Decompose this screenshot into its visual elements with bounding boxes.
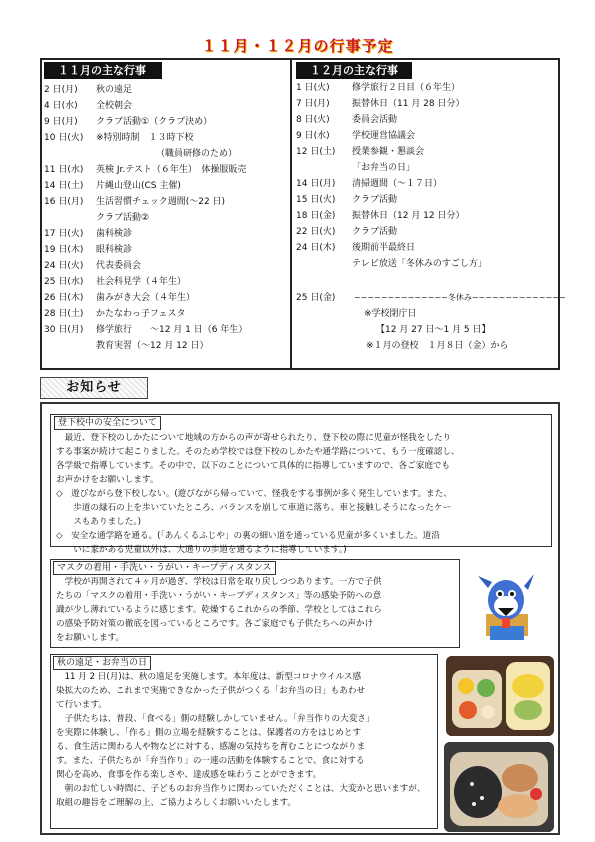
event-name: 社会科見学（４年生） — [96, 277, 187, 287]
notice-title: お知らせ — [40, 377, 148, 399]
schedule-row — [44, 258, 288, 274]
paragraph-line: 識が少し薄れているように感じます。乾燥するこれからの季節、学校としてはこれら — [56, 605, 382, 615]
lunchbox-photo-2 — [444, 742, 554, 832]
paragraph-line: 染拡大のため、これまで実施できなかった子供がつくる「お弁当の日」もあわせ — [56, 686, 366, 696]
safety-heading: 登下校中の安全について — [54, 416, 161, 430]
school-closed-label: ※学校閉庁日 — [364, 309, 417, 319]
december-schedule — [296, 80, 558, 280]
event-name: 清掃週間（～１７日） — [352, 179, 443, 189]
event-name: クラブ活動② — [96, 213, 150, 223]
january-school-start: ※１月の登校 １月８日（金）から — [366, 341, 509, 351]
paragraph-line: る、食生活に関わる人や物などに対する、感謝の気持ちを育むことにつながりま — [56, 742, 366, 752]
event-date: 14 日(土) — [44, 181, 84, 191]
paragraph-line: たちの「マスクの着用・手洗い・うがい・キープディスタンス」等の感染予防への意 — [56, 591, 382, 601]
event-name: 修学旅行 ～12 月 1 日（6 年生） — [96, 325, 248, 335]
event-name: 学校運営協議会 — [352, 131, 416, 141]
schedule-row — [44, 194, 288, 210]
event-name: 修学旅行２日目（６年生） — [352, 83, 461, 93]
schedule-row — [44, 130, 288, 146]
schedule-row — [296, 176, 558, 192]
paragraph-line: する事案が続けて起こりました。そのため学校では登下校のしかたや通学路について、もう一度確認し、 — [56, 447, 460, 457]
schedule-divider — [290, 58, 292, 370]
event-name: 委員会活動 — [352, 115, 398, 125]
event-name: 生活習慣チェック週間(～22 日) — [96, 197, 226, 207]
event-name: 教育実習（～12 月 12 日） — [96, 341, 209, 351]
event-name: 歯みがき大会（４年生） — [96, 293, 196, 303]
mask-body — [56, 575, 458, 645]
event-name: テレビ放送「冬休みのすごし方」 — [352, 259, 487, 269]
event-date: 12 日(土) — [296, 147, 336, 157]
lunchbox-image-1 — [446, 656, 554, 736]
event-date: 2 日(月) — [44, 85, 78, 95]
paragraph-line: をお願いします。 — [56, 633, 125, 643]
schedule-row — [44, 338, 288, 354]
event-date: 11 日(水) — [44, 165, 84, 175]
schedule-row — [296, 192, 558, 208]
event-date: 18 日(金) — [296, 211, 336, 221]
school-closed-period: 【12 月 27 日～1 月 5 日】 — [376, 325, 491, 335]
event-name: かたなわっ子フェスタ — [96, 309, 186, 319]
december-heading: １２月の主な行事 — [296, 62, 412, 79]
schedule-row — [44, 146, 288, 162]
event-name: 後期前半最終日 — [352, 243, 416, 253]
event-date: 8 日(火) — [296, 115, 330, 125]
schedule-row — [44, 162, 288, 178]
event-name: 眼科検診 — [96, 245, 133, 255]
event-date: 28 日(土) — [44, 309, 84, 319]
schedule-row — [296, 224, 558, 240]
event-name: 秋の遠足 — [96, 85, 133, 95]
event-date: 4 日(水) — [44, 101, 78, 111]
schedule-row — [296, 256, 558, 272]
schedule-row — [296, 144, 558, 160]
event-date: 14 日(月) — [296, 179, 336, 189]
event-date: 26 日(木) — [44, 293, 84, 303]
schedule-row — [44, 226, 288, 242]
paragraph-line: スもありました。) — [56, 517, 141, 527]
event-name: クラブ活動 — [352, 227, 398, 237]
schedule-row — [44, 210, 288, 226]
mask-heading: マスクの着用・手洗い・うがい・キープディスタンス — [53, 561, 276, 575]
event-date: 30 日(月) — [44, 325, 84, 335]
schedule-row — [296, 128, 558, 144]
paragraph-line: お声かけをお願いします。 — [56, 475, 159, 485]
schedule-row — [44, 98, 288, 114]
paragraph-line: 学校が再開されて４ヶ月が過ぎ、学校は日常を取り戻しつつあります。一方で子供 — [56, 577, 382, 587]
schedule-row — [44, 114, 288, 130]
paragraph-line: 子供たちは、普段、「食べる」側の経験しかしていません。「弁当作りの大変さ」 — [56, 714, 375, 724]
event-date: 17 日(火) — [44, 229, 84, 239]
paragraph-line: 歩道の縁石の上を歩いていたところ、バランスを崩して車道に落ち、車と接触しそうになったケー — [56, 503, 452, 513]
event-date: 9 日(月) — [44, 117, 78, 127]
event-name: ※特別時制 １３時下校 — [96, 133, 194, 143]
lunchbox-image-2 — [444, 742, 554, 832]
winter-date: 25 日(金) — [296, 293, 336, 303]
event-name: 代表委員会 — [96, 261, 142, 271]
paragraph-line: ◇ 遊びながら登下校しない。(遊びながら帰っていて、怪我をする事例が多く発生しています。また、 — [56, 489, 452, 499]
schedule-row — [44, 178, 288, 194]
paragraph-line: す。また、子供たちが「弁当作り」の一連の活動を体験することで、食に対する — [56, 756, 365, 766]
event-date: 25 日(水) — [44, 277, 84, 287]
schedule-row — [44, 242, 288, 258]
schedule-row — [44, 290, 288, 306]
event-date: 9 日(水) — [296, 131, 330, 141]
event-name: クラブ活動 — [352, 195, 398, 205]
event-date: 10 日(火) — [44, 133, 84, 143]
schedule-row — [296, 80, 558, 96]
event-name: 振替休日（11 月 28 日分） — [352, 99, 465, 109]
paragraph-line: 関心を高め、食事を作る楽しさや、達成感を味わうことができます。 — [56, 770, 322, 780]
schedule-row — [296, 112, 558, 128]
schedule-row — [44, 322, 288, 338]
page-title: １１月・１２月の行事予定 — [201, 37, 394, 55]
paragraph-line: の感染予防対策の徹底を図っているところです。各ご家庭でも子供たちへの声かけ — [56, 619, 374, 629]
paragraph-line: 各学級で指導しています。その中で、以下のことについて具体的に指導していますので、各ご家庭でも — [56, 461, 451, 471]
schedule-row — [296, 240, 558, 256]
event-name: 全校朝会 — [96, 101, 133, 111]
event-date: 24 日(火) — [44, 261, 84, 271]
paragraph-line: 11 月 2 日(月)は、秋の遠足を実施します。本年度は、新型コロナウイルス感 — [56, 672, 362, 682]
paragraph-line: ◇ 安全な通学路を通る。(「あんくるふじや」の裏の細い道を通っている児童が多くいました。道沿 — [56, 531, 440, 541]
paragraph-line: 朝のお忙しい時間に、子どものお弁当作りに関わっていただくことは、大変かと思いますが、取組の趣旨をご理解の上、ご協力よろしくお願いいたします。 — [56, 784, 426, 808]
lunchbox-photo-1 — [446, 656, 554, 736]
event-date: 24 日(木) — [296, 243, 336, 253]
schedule-row — [296, 160, 558, 176]
event-name: 歯科検診 — [96, 229, 133, 239]
event-name: クラブ活動①（クラブ決め） — [96, 117, 213, 127]
november-heading: １１月の主な行事 — [44, 62, 162, 79]
schedule-row — [44, 306, 288, 322]
event-name: 片縄山登山(CS 主催) — [96, 181, 181, 191]
event-name: 授業参観・懇談会 — [352, 147, 425, 157]
paragraph-line: を実際に体験し、「作る」側の立場を経験することは、保護者の方をはじめとす — [56, 728, 362, 738]
november-schedule — [44, 82, 288, 367]
event-name: 振替休日（12 月 12 日分） — [352, 211, 465, 221]
mascot-illustration — [472, 570, 542, 642]
safety-body — [56, 431, 548, 557]
event-date: 19 日(木) — [44, 245, 84, 255]
paragraph-line: いに家がある児童以外は、大通りの歩道を通るように指導しています。) — [56, 545, 347, 555]
schedule-row — [44, 274, 288, 290]
schedule-row — [296, 96, 558, 112]
event-date: 15 日(火) — [296, 195, 336, 205]
paragraph-line: て行います。 — [56, 700, 107, 710]
event-name: 「お弁当の日」 — [352, 163, 416, 173]
winter-break-line: ~~~~~~~~~~~~~~冬休み~~~~~~~~~~~~~~ — [354, 293, 566, 302]
excursion-body — [56, 670, 434, 810]
event-date: 16 日(月) — [44, 197, 84, 207]
event-name: 英検 Jr.テスト（６年生） 体操服販売 — [96, 165, 247, 175]
event-name: （職員研修のため） — [156, 149, 238, 159]
event-date: 1 日(火) — [296, 83, 330, 93]
event-date: 7 日(月) — [296, 99, 330, 109]
schedule-row — [44, 82, 288, 98]
excursion-heading: 秋の遠足・お弁当の日 — [53, 656, 151, 670]
schedule-row — [296, 208, 558, 224]
paragraph-line: 最近、登下校のしかたについて地域の方からの声が寄せられたり、登下校の際に児童が怪我をしたり — [56, 433, 452, 443]
event-date: 22 日(火) — [296, 227, 336, 237]
